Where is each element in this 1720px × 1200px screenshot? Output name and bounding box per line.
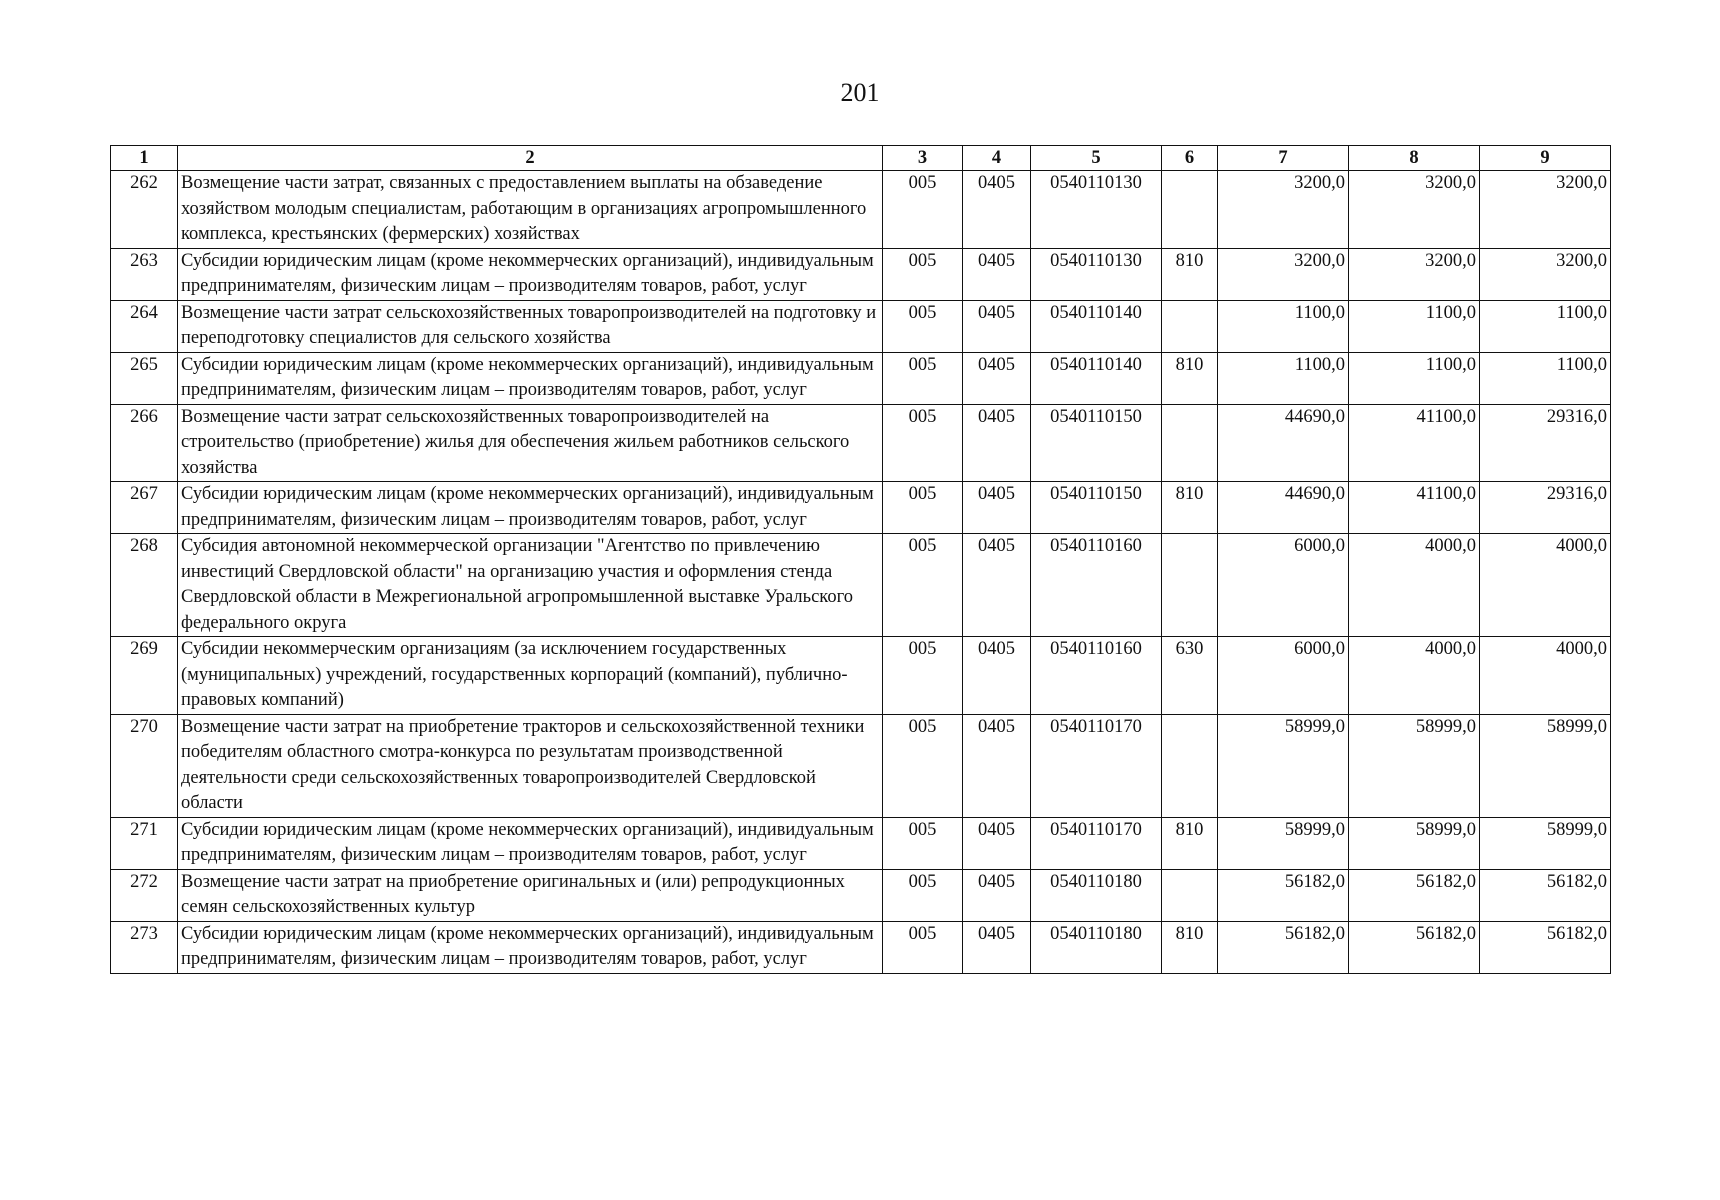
row-name: Субсидии юридическим лицам (кроме некоммерческих организаций), индивидуальным предпринимателям, физическим лицам – производителям товаров, работ, услуг [178,817,883,869]
expense-type-code [1162,300,1218,352]
amount-col9: 56182,0 [1480,921,1611,973]
row-name: Субсидии юридическим лицам (кроме некоммерческих организаций), индивидуальным предпринимателям, физическим лицам – производителям товаров, работ, услуг [178,352,883,404]
row-number: 273 [111,921,178,973]
column-header-5: 5 [1031,146,1162,171]
target-article-code: 0540110160 [1031,637,1162,715]
table-row [111,534,1611,637]
amount-col8: 41100,0 [1349,482,1480,534]
amount-col9: 29316,0 [1480,482,1611,534]
row-number: 264 [111,300,178,352]
amount-col8: 1100,0 [1349,352,1480,404]
target-article-code: 0540110130 [1031,171,1162,249]
amount-col8: 56182,0 [1349,921,1480,973]
table-row [111,352,1611,404]
amount-col8: 41100,0 [1349,404,1480,482]
section-code: 0405 [963,482,1031,534]
table-row [111,869,1611,921]
amount-col9: 3200,0 [1480,248,1611,300]
amount-col8: 3200,0 [1349,248,1480,300]
amount-col8: 56182,0 [1349,869,1480,921]
amount-col7: 44690,0 [1218,482,1349,534]
table-row [111,817,1611,869]
amount-col8: 58999,0 [1349,817,1480,869]
table-row [111,300,1611,352]
amount-col9: 3200,0 [1480,171,1611,249]
expense-type-code: 810 [1162,352,1218,404]
ministry-code: 005 [883,482,963,534]
amount-col9: 56182,0 [1480,869,1611,921]
ministry-code: 005 [883,352,963,404]
column-header-8: 8 [1349,146,1480,171]
section-code: 0405 [963,637,1031,715]
section-code: 0405 [963,352,1031,404]
expense-type-code [1162,404,1218,482]
row-name: Субсидии некоммерческим организациям (за исключением государственных (муниципальных) учреждений, государственных корпораций (компаний), публично-правовых компаний) [178,637,883,715]
header-row [111,146,1611,171]
ministry-code: 005 [883,714,963,817]
section-code: 0405 [963,714,1031,817]
amount-col7: 56182,0 [1218,869,1349,921]
amount-col8: 4000,0 [1349,534,1480,637]
row-name: Возмещение части затрат на приобретение тракторов и сельскохозяйственной техники победителям областного смотра-конкурса по результатам производственной деятельности среди сельскохозяйственных товаропроизводителей Свердловской области [178,714,883,817]
section-code: 0405 [963,817,1031,869]
amount-col7: 6000,0 [1218,637,1349,715]
ministry-code: 005 [883,637,963,715]
row-name: Субсидии юридическим лицам (кроме некоммерческих организаций), индивидуальным предпринимателям, физическим лицам – производителям товаров, работ, услуг [178,482,883,534]
expense-type-code [1162,714,1218,817]
page-number: 201 [840,78,880,107]
row-number: 266 [111,404,178,482]
column-header-9: 9 [1480,146,1611,171]
column-header-6: 6 [1162,146,1218,171]
column-header-1: 1 [111,146,178,171]
section-code: 0405 [963,921,1031,973]
amount-col7: 1100,0 [1218,352,1349,404]
amount-col8: 1100,0 [1349,300,1480,352]
budget-table [110,145,1611,974]
amount-col9: 1100,0 [1480,300,1611,352]
column-header-2: 2 [178,146,883,171]
section-code: 0405 [963,404,1031,482]
ministry-code: 005 [883,921,963,973]
amount-col8: 58999,0 [1349,714,1480,817]
expense-type-code: 810 [1162,817,1218,869]
amount-col7: 58999,0 [1218,817,1349,869]
amount-col9: 29316,0 [1480,404,1611,482]
table-row [111,404,1611,482]
expense-type-code [1162,534,1218,637]
ministry-code: 005 [883,869,963,921]
expense-type-code: 810 [1162,482,1218,534]
amount-col7: 58999,0 [1218,714,1349,817]
target-article-code: 0540110180 [1031,921,1162,973]
row-number: 268 [111,534,178,637]
expense-type-code [1162,869,1218,921]
row-number: 263 [111,248,178,300]
row-number: 265 [111,352,178,404]
section-code: 0405 [963,300,1031,352]
row-name: Возмещение части затрат, связанных с предоставлением выплаты на обзаведение хозяйством молодым специалистам, работающим в организациях агропромышленного комплекса, крестьянских (фермерских) хозяйствах [178,171,883,249]
row-number: 272 [111,869,178,921]
amount-col8: 4000,0 [1349,637,1480,715]
target-article-code: 0540110140 [1031,300,1162,352]
ministry-code: 005 [883,817,963,869]
expense-type-code [1162,171,1218,249]
amount-col7: 6000,0 [1218,534,1349,637]
column-header-3: 3 [883,146,963,171]
column-header-4: 4 [963,146,1031,171]
expense-type-code: 810 [1162,921,1218,973]
amount-col7: 3200,0 [1218,248,1349,300]
ministry-code: 005 [883,300,963,352]
row-number: 270 [111,714,178,817]
expense-type-code: 630 [1162,637,1218,715]
column-header-7: 7 [1218,146,1349,171]
section-code: 0405 [963,534,1031,637]
amount-col8: 3200,0 [1349,171,1480,249]
target-article-code: 0540110180 [1031,869,1162,921]
target-article-code: 0540110150 [1031,482,1162,534]
amount-col7: 1100,0 [1218,300,1349,352]
section-code: 0405 [963,248,1031,300]
row-number: 267 [111,482,178,534]
target-article-code: 0540110170 [1031,714,1162,817]
ministry-code: 005 [883,534,963,637]
row-name: Возмещение части затрат сельскохозяйственных товаропроизводителей на строительство (приобретение) жилья для обеспечения жильем работников сельского хозяйства [178,404,883,482]
amount-col7: 56182,0 [1218,921,1349,973]
section-code: 0405 [963,869,1031,921]
row-name: Субсидии юридическим лицам (кроме некоммерческих организаций), индивидуальным предпринимателям, физическим лицам – производителям товаров, работ, услуг [178,248,883,300]
table-row [111,482,1611,534]
table-row [111,171,1611,249]
target-article-code: 0540110160 [1031,534,1162,637]
table-row [111,714,1611,817]
row-name: Возмещение части затрат на приобретение оригинальных и (или) репродукционных семян сельскохозяйственных культур [178,869,883,921]
amount-col7: 3200,0 [1218,171,1349,249]
table-row [111,921,1611,973]
ministry-code: 005 [883,248,963,300]
amount-col9: 1100,0 [1480,352,1611,404]
target-article-code: 0540110170 [1031,817,1162,869]
amount-col9: 4000,0 [1480,637,1611,715]
target-article-code: 0540110130 [1031,248,1162,300]
target-article-code: 0540110140 [1031,352,1162,404]
amount-col7: 44690,0 [1218,404,1349,482]
table-row [111,637,1611,715]
row-name: Возмещение части затрат сельскохозяйственных товаропроизводителей на подготовку и переподготовку специалистов для сельского хозяйства [178,300,883,352]
ministry-code: 005 [883,404,963,482]
table-row [111,248,1611,300]
amount-col9: 4000,0 [1480,534,1611,637]
ministry-code: 005 [883,171,963,249]
amount-col9: 58999,0 [1480,817,1611,869]
row-number: 262 [111,171,178,249]
row-number: 271 [111,817,178,869]
expense-type-code: 810 [1162,248,1218,300]
row-number: 269 [111,637,178,715]
row-name: Субсидии юридическим лицам (кроме некоммерческих организаций), индивидуальным предпринимателям, физическим лицам – производителям товаров, работ, услуг [178,921,883,973]
target-article-code: 0540110150 [1031,404,1162,482]
row-name: Субсидия автономной некоммерческой организации "Агентство по привлечению инвестиций Свердловской области" на организацию участия и оформления стенда Свердловской области в Межрегиональной агропромышленной выставке Уральского федерального округа [178,534,883,637]
section-code: 0405 [963,171,1031,249]
amount-col9: 58999,0 [1480,714,1611,817]
